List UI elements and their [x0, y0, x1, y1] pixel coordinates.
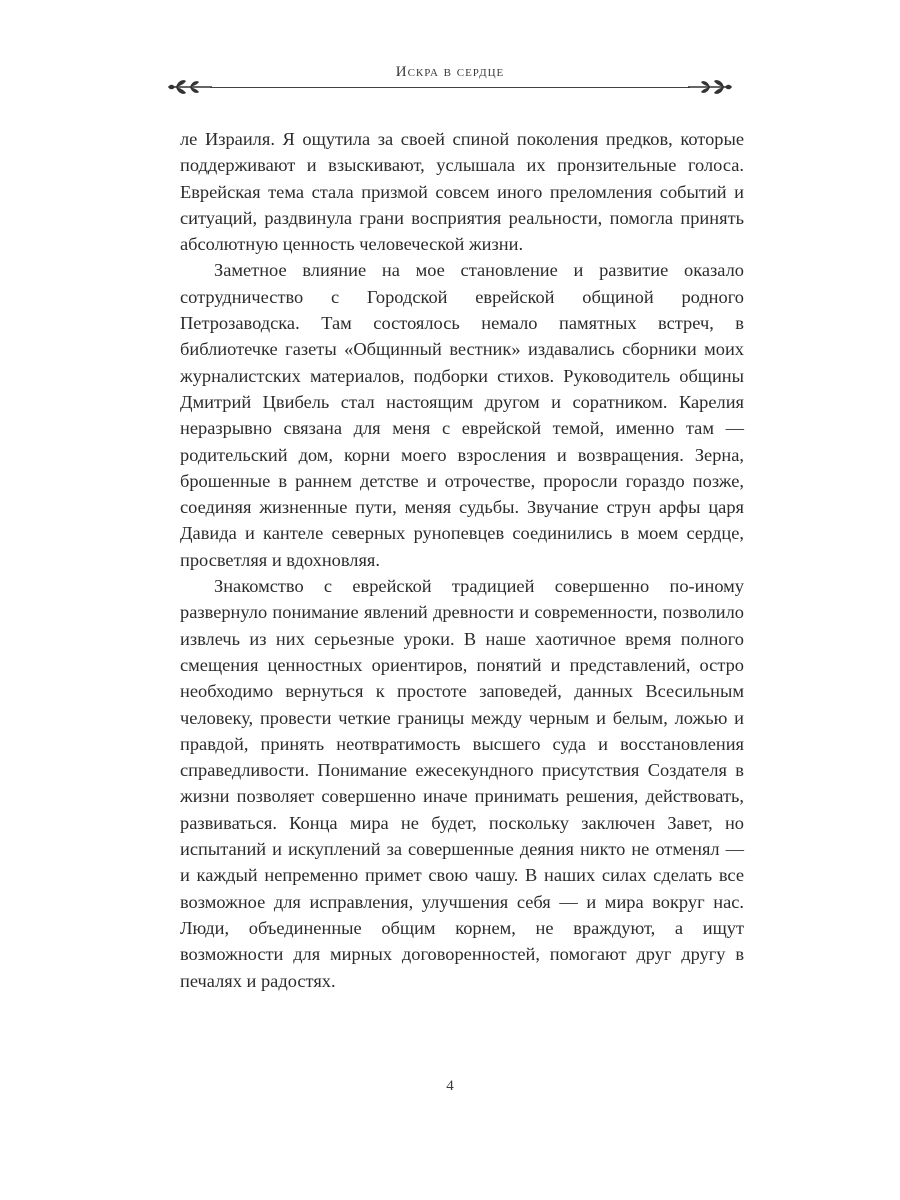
- leaf-sprig-right-icon: [684, 75, 734, 99]
- running-title: Искра в сердце: [395, 64, 505, 80]
- paragraph-continued: ле Израиля. Я ощутила за своей спиной поколения предков, которые поддерживают и взыскивают, услышала их пронзительные голоса. Еврейская тема стала призмой совсем иного преломления событий и ситуаций, раздвинула грани восприятия реальности, помогла принять абсолютную ценность человеческой жизни.: [180, 129, 744, 255]
- body-text: [180, 126, 744, 994]
- page-number: 4: [446, 1078, 454, 1094]
- paragraph: Знакомство с еврейской традицией совершенно по-иному развернуло понимание явлений древности и современности, позволило извлечь из них серьезные уроки. В наше хаотичное время полного смещения ценностных ориентиров, понятий и представлений, остро необходимо вернуться к простоте заповедей, данных Всесильным человеку, провести четкие границы между черным и белым, ложью и правдой, принять неотвратимость высшего суда и восстановления справедливости. Понимание ежесекундного присутствия Создателя в жизни позволяет совершенно иначе принимать решения, действовать, развиваться. Конца мира не будет, поскольку заключен Завет, но испытаний и искуплений за совершенные деяния никто не отменял — и каждый непременно примет свою чашу. В наших силах сделать все возможное для исправления, улучшения себя — и мира вокруг нас. Люди, объединенные общим корнем, не враждуют, а ищут возможности для мирных договоренностей, помогают друг другу в печалях и радостях.: [180, 576, 744, 991]
- header-rule: [210, 87, 690, 88]
- paragraph: Заметное влияние на мое становление и развитие оказало сотрудничество с Городской еврейской общиной родного Петрозаводска. Там состоялось немало памятных встреч, в библиотечке газеты «Общинный вестник» издавались сборники моих журналистских материалов, подборки стихов. Руководитель общины Дмитрий Цвибель стал настоящим другом и соратником. Карелия неразрывно связана для меня с еврейской темой, именно там — родительский дом, корни моего взросления и возвращения. Зерна, брошенные в раннем детстве и отрочестве, проросли гораздо позже, соединяя жизненные пути, меняя судьбы. Звучание струн арфы царя Давида и кантеле северных рунопевцев соединились в моем сердце, просветляя и вдохновляя.: [180, 260, 744, 570]
- running-header: [0, 60, 900, 110]
